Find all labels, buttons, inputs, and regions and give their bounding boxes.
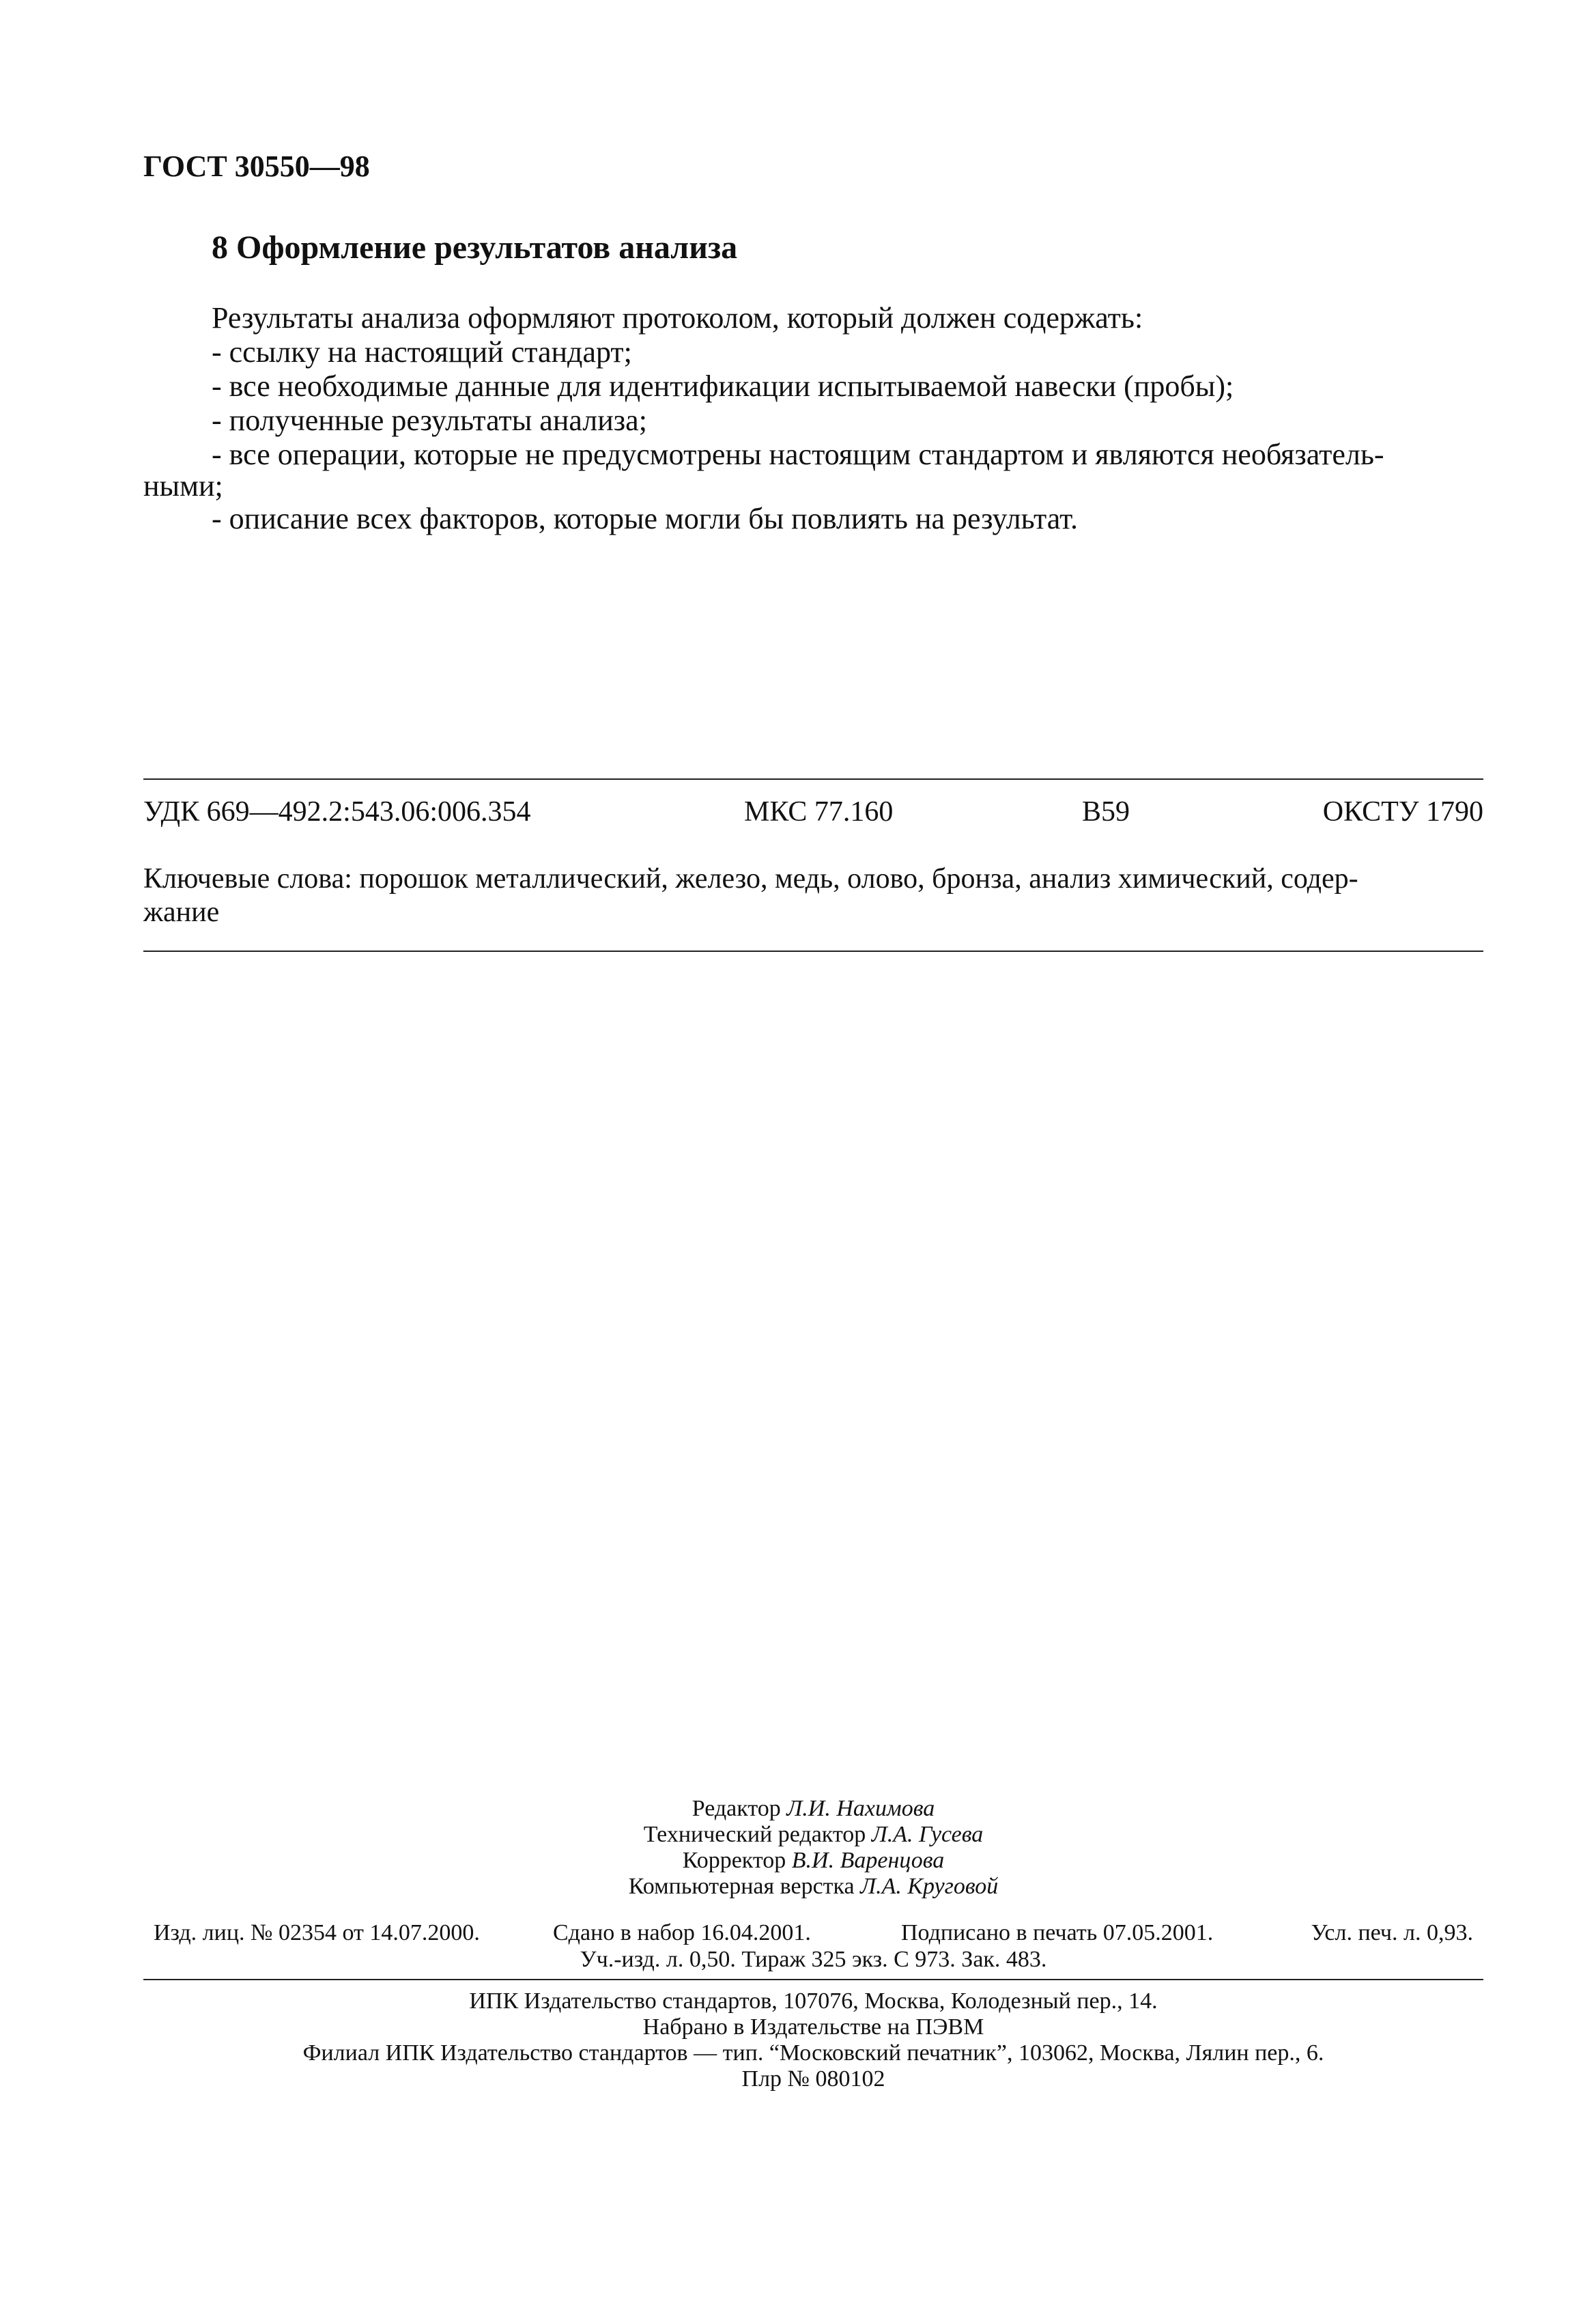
mks-code: МКС 77.160 (744, 796, 894, 828)
keywords-line-1: Ключевые слова: порошок металлический, железо, медь, олово, бронза, анализ химический, содер- (143, 863, 1358, 895)
list-item-continuation: ными; (143, 469, 223, 503)
divider-bottom (143, 1979, 1483, 1980)
list-item: - все операции, которые не предусмотрены настоящим стандартом и являются необязатель- (212, 438, 1384, 471)
signed-date: Подписано в печать 07.05.2001. (901, 1920, 1214, 1945)
udk-code: УДК 669—492.2:543.06:006.354 (143, 796, 531, 828)
typeset-date: Сдано в набор 16.04.2001. (553, 1920, 811, 1945)
publisher-line: Набрано в Издательстве на ПЭВМ (642, 2014, 984, 2040)
document-id: ГОСТ 30550—98 (143, 150, 370, 183)
divider-keywords (143, 951, 1483, 952)
list-item: - ссылку на настоящий стандарт; (212, 335, 632, 369)
class-code: В59 (1082, 796, 1130, 828)
list-item: - все необходимые данные для идентификации испытываемой навески (пробы); (212, 369, 1234, 403)
classification-row (143, 796, 1483, 836)
publication-details: Уч.-изд. л. 0,50. Тираж 325 экз. С 973. Зак. 483. (580, 1947, 1047, 1972)
license: Изд. лиц. № 02354 от 14.07.2000. (154, 1920, 480, 1945)
credit-tech-editor: Технический редактор Л.А. Гусева (643, 1822, 984, 1847)
list-item: - полученные результаты анализа; (212, 404, 647, 437)
list-item: - описание всех факторов, которые могли бы повлиять на результат. (212, 502, 1079, 535)
section-title: 8 Оформление результатов анализа (212, 229, 738, 266)
credit-editor: Редактор Л.И. Нахимова (692, 1796, 935, 1821)
publisher-line: Филиал ИПК Издательство стандартов — тип. “Московский печатник”, 103062, Москва, Лялин пер., 6. (302, 2040, 1324, 2066)
credit-layout: Компьютерная верстка Л.А. Круговой (628, 1874, 999, 1899)
publisher-line: ИПК Издательство стандартов, 107076, Москва, Колодезный пер., 14. (469, 1988, 1158, 2014)
okstu-code: ОКСТУ 1790 (1322, 796, 1483, 828)
publisher-line: Плр № 080102 (741, 2066, 885, 2092)
divider-top (143, 778, 1483, 780)
print-sheets: Усл. печ. л. 0,93. (1311, 1920, 1473, 1945)
credit-proofreader: Корректор В.И. Варенцова (682, 1848, 945, 1873)
keywords-line-2: жание (143, 897, 220, 928)
section-intro: Результаты анализа оформляют протоколом, который должен содержать: (212, 301, 1143, 335)
